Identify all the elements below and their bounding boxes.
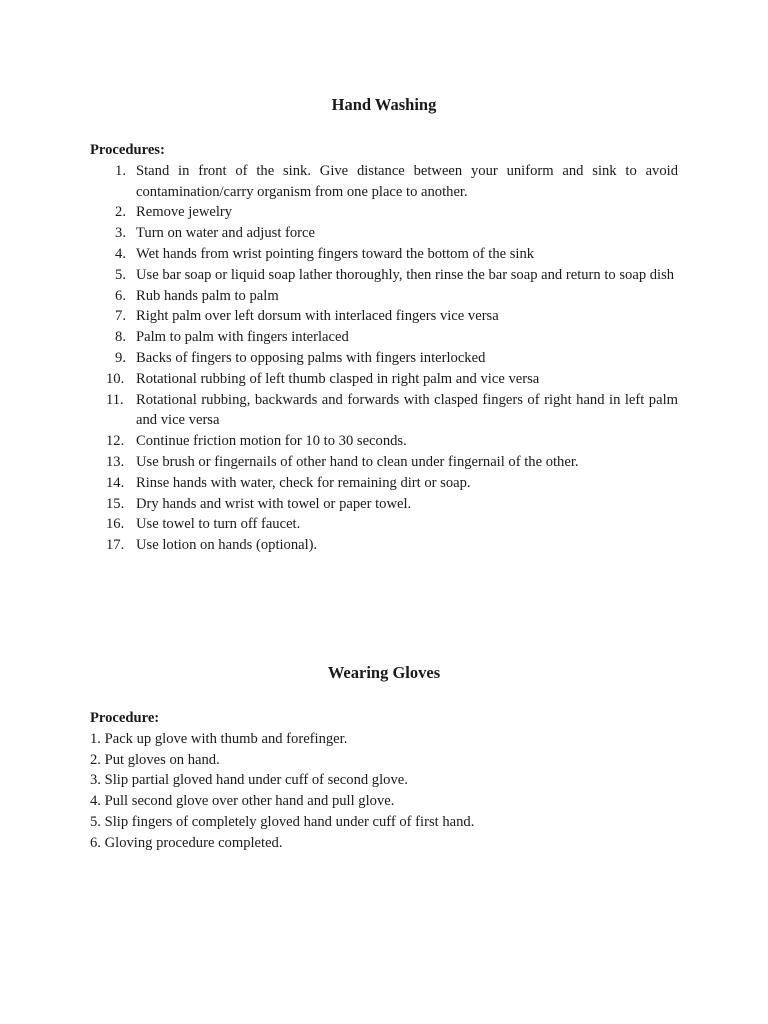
step-text: Continue friction motion for 10 to 30 seconds. xyxy=(136,433,407,450)
step-number: 10. xyxy=(106,370,125,387)
hand-washing-steps xyxy=(0,161,768,556)
step-number: 14. xyxy=(106,474,125,491)
wearing-gloves-section xyxy=(0,662,768,854)
list-item xyxy=(0,327,768,348)
step-text: Stand in front of the sink. Give distance between your uniform and sink to avoid contamination/carry organism from one place to another. xyxy=(136,162,678,200)
list-item: 5. Slip fingers of completely gloved hand under cuff of first hand. xyxy=(90,813,475,830)
step-number: 2. xyxy=(115,204,126,221)
list-item xyxy=(0,306,768,327)
step-number: 15. xyxy=(106,495,125,512)
step-text: Wet hands from wrist pointing fingers toward the bottom of the sink xyxy=(136,245,535,262)
list-item: 4. Pull second glove over other hand and pull glove. xyxy=(90,793,395,810)
step-number: 17. xyxy=(106,537,125,554)
step-number: 13. xyxy=(106,453,125,470)
wearing-gloves-steps xyxy=(0,729,768,854)
step-text: Backs of fingers to opposing palms with fingers interlocked xyxy=(136,349,486,366)
procedures-label: Procedures: xyxy=(90,142,165,158)
list-item: 1. Pack up glove with thumb and forefinger. xyxy=(90,730,348,747)
list-item: 2. Put gloves on hand. xyxy=(90,751,220,768)
step-text: Turn on water and adjust force xyxy=(136,225,316,242)
step-text: Right palm over left dorsum with interlaced fingers vice versa xyxy=(136,308,499,325)
step-number: 9. xyxy=(115,349,126,366)
hand-washing-title: Hand Washing xyxy=(331,95,437,114)
step-text: Rub hands palm to palm xyxy=(136,287,279,304)
list-item xyxy=(0,473,768,494)
list-item xyxy=(0,244,768,265)
list-item xyxy=(0,452,768,473)
hand-washing-section xyxy=(0,94,768,556)
list-item: 6. Gloving procedure completed. xyxy=(90,834,283,851)
list-item xyxy=(0,390,768,432)
list-item xyxy=(0,223,768,244)
step-text: Rotational rubbing of left thumb clasped in right palm and vice versa xyxy=(136,370,540,387)
step-number: 16. xyxy=(106,516,125,533)
list-item: 3. Slip partial gloved hand under cuff of second glove. xyxy=(90,772,408,789)
list-item xyxy=(0,369,768,390)
step-number: 12. xyxy=(106,433,125,450)
step-number: 1. xyxy=(115,162,126,179)
step-text: Palm to palm with fingers interlaced xyxy=(136,329,349,346)
list-item xyxy=(0,265,768,286)
step-number: 7. xyxy=(115,308,126,325)
procedure-label: Procedure: xyxy=(90,710,160,726)
step-number: 3. xyxy=(115,225,126,242)
step-number: 11. xyxy=(106,391,124,408)
step-text: Remove jewelry xyxy=(136,204,233,221)
step-number: 6. xyxy=(115,287,126,304)
list-item xyxy=(0,202,768,223)
step-text: Use bar soap or liquid soap lather thoroughly, then rinse the bar soap and return to soap dish xyxy=(136,266,675,283)
step-text: Dry hands and wrist with towel or paper towel. xyxy=(136,495,412,512)
wearing-gloves-title: Wearing Gloves xyxy=(327,663,441,682)
list-item xyxy=(0,431,768,452)
list-item xyxy=(0,348,768,369)
step-text: Rinse hands with water, check for remaining dirt or soap. xyxy=(136,474,471,491)
step-number: 4. xyxy=(115,245,126,262)
step-text: Use lotion on hands (optional). xyxy=(136,537,318,554)
step-text: Use brush or fingernails of other hand to clean under fingernail of the other. xyxy=(136,453,579,470)
list-item xyxy=(0,535,768,556)
list-item xyxy=(0,161,768,203)
list-item xyxy=(0,494,768,515)
step-number: 5. xyxy=(115,266,126,283)
list-item xyxy=(0,286,768,307)
step-text: Rotational rubbing, backwards and forwards with clasped fingers of right hand in left palm and vice versa xyxy=(136,391,678,429)
list-item xyxy=(0,514,768,535)
step-number: 8. xyxy=(115,329,126,346)
step-text: Use towel to turn off faucet. xyxy=(136,516,301,533)
